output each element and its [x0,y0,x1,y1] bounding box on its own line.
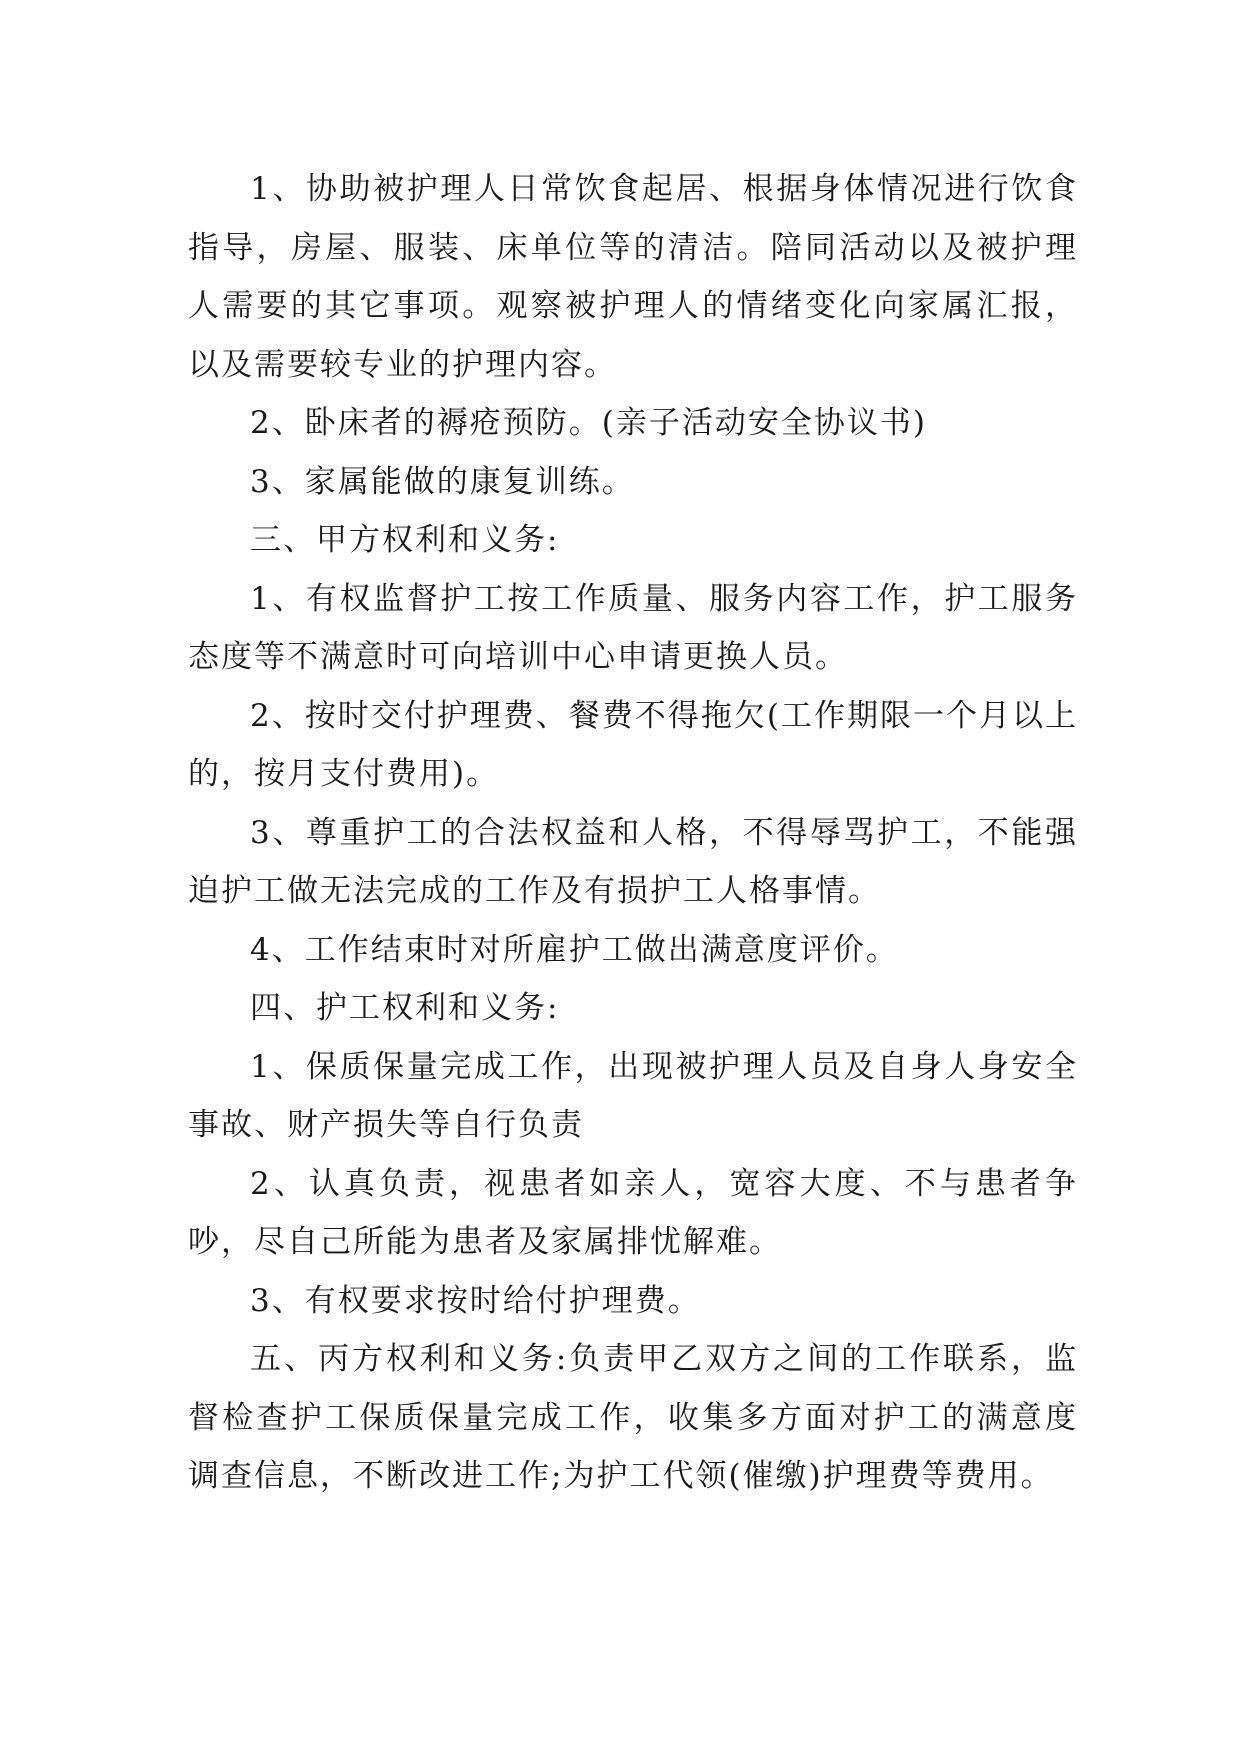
paragraph-party-a-item-3: 3、尊重护工的合法权益和人格，不得辱骂护工，不能强迫护工做无法完成的工作及有损护工人格事情。 [188,814,1078,909]
paragraph-rehab-training: 3、家属能做的康复训练。 [250,463,635,500]
paragraph-caregiver-item-1: 1、保质保量完成工作，出现被护理人员及自身人身安全事故、财产损失等自行负责 [188,1048,1078,1143]
heading-party-a-rights: 三、甲方权利和义务: [250,522,560,558]
paragraph-party-c-rights: 五、丙方权利和义务:负责甲乙双方之间的工作联系，监督检查护工保质保量完成工作，收集多方面对护工的满意度调查信息，不断改进工作;为护工代领(催缴)护理费等费用。 [188,1341,1078,1494]
paragraph-bedsore-prevention: 2、卧床者的褥疮预防。(亲子活动安全协议书) [250,405,927,441]
paragraph-caregiver-item-3: 3、有权要求按时给付护理费。 [250,1282,701,1319]
heading-caregiver-rights: 四、护工权利和义务: [250,990,560,1026]
paragraph-party-a-item-2: 2、按时交付护理费、餐费不得拖欠(工作期限一个月以上的，按月支付费用)。 [188,697,1078,792]
document-body [188,160,1078,1506]
paragraph-party-a-item-4: 4、工作结束时对所雇护工做出满意度评价。 [250,931,899,968]
paragraph-caregiver-item-2: 2、认真负责，视患者如亲人，宽容大度、不与患者争吵，尽自己所能为患者及家属排忧解难。 [188,1165,1078,1260]
paragraph-care-duties: 1、协助被护理人日常饮食起居、根据身体情况进行饮食指导，房屋、服装、床单位等的清洁。陪同活动以及被护理人需要的其它事项。观察被护理人的情绪变化向家属汇报，以及需要较专业的护理内容。 [188,171,1078,383]
paragraph-party-a-item-1: 1、有权监督护工按工作质量、服务内容工作，护工服务态度等不满意时可向培训中心申请更换人员。 [188,580,1078,675]
